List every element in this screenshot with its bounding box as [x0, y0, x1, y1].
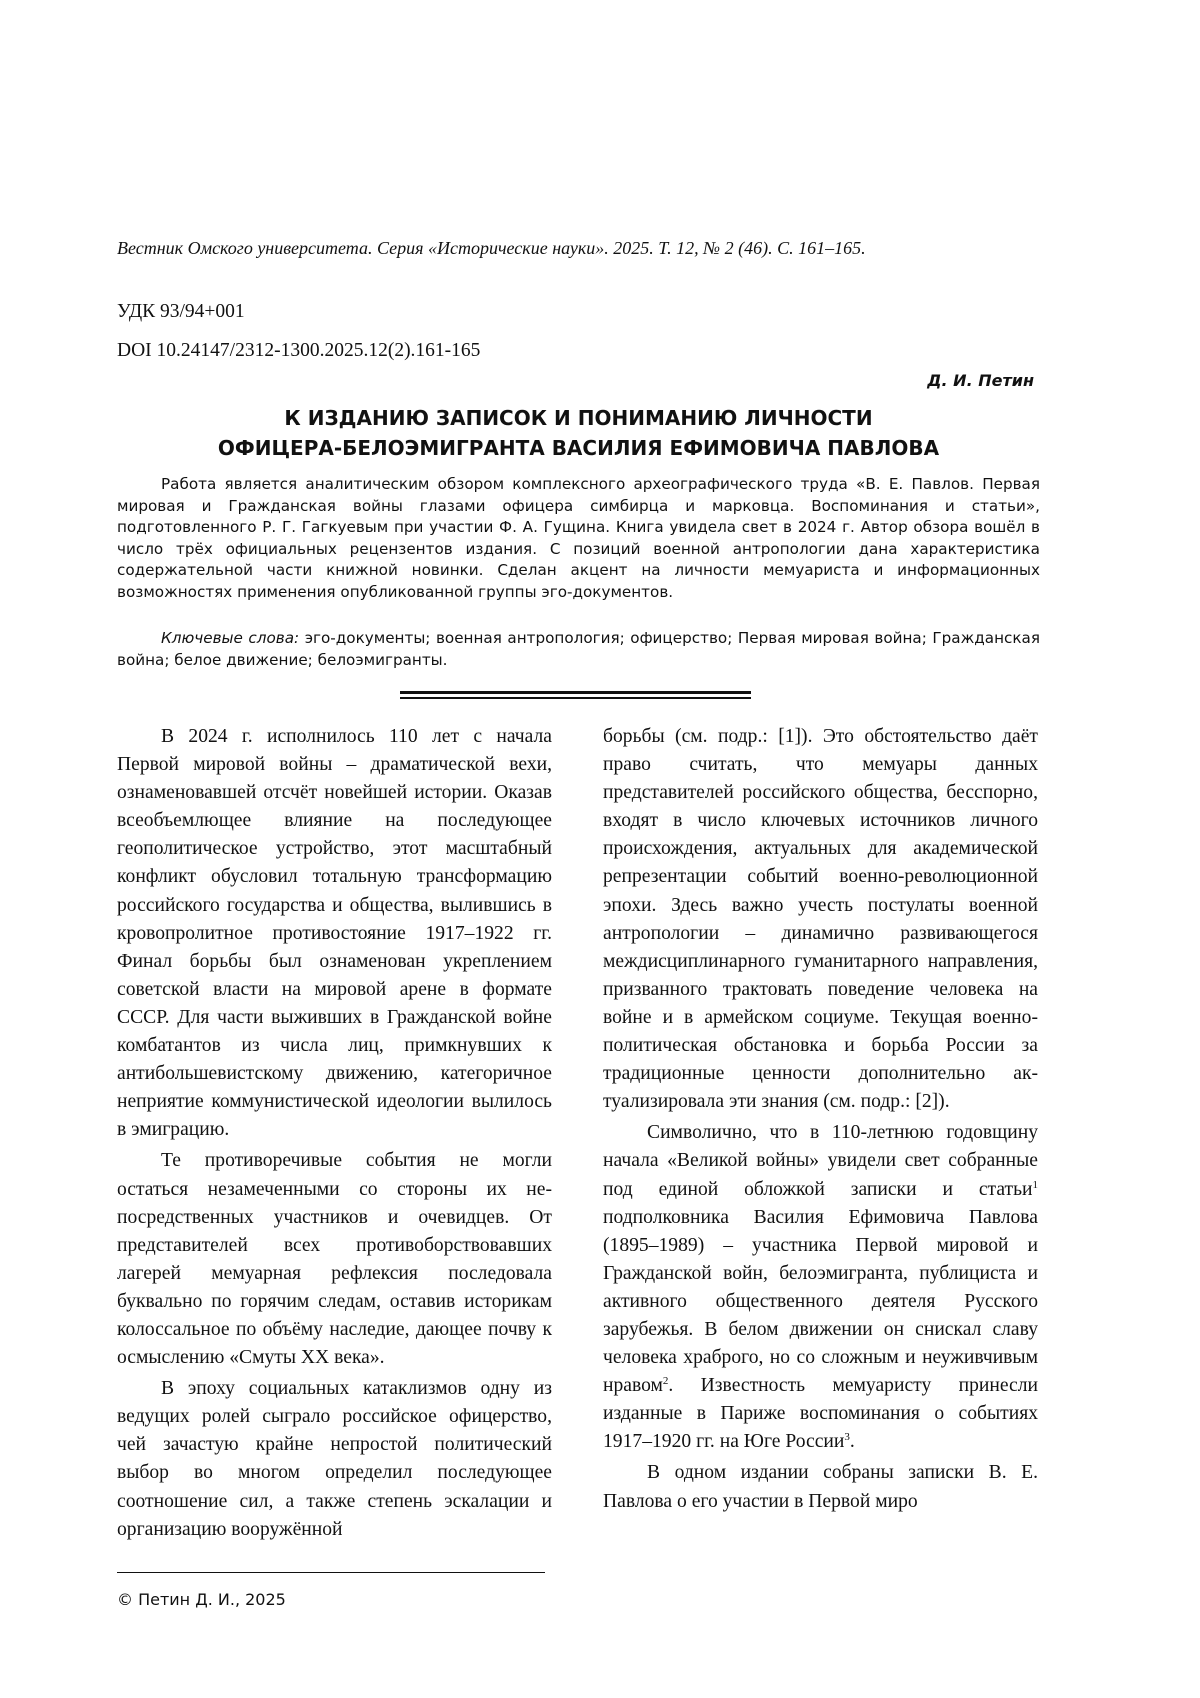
copyright-notice: © Петин Д. И., 2025	[117, 1590, 286, 1609]
udk-code: УДК 93/94+001	[117, 301, 245, 322]
footnote-ref-1[interactable]: 1	[1032, 1178, 1038, 1191]
footnote-ref-3[interactable]: 3	[844, 1431, 850, 1444]
body-paragraph: В одном издании собраны записки В. Е. Павлова о его участии в Первой миро	[603, 1462, 1038, 1512]
footnote-separator	[117, 1572, 545, 1573]
title-line-1: К ИЗДАНИЮ ЗАПИСОК И ПОНИМАНИЮ ЛИЧНОСТИ	[284, 406, 873, 430]
body-paragraph: В эпоху социальных катаклизмов одну из ведущих ролей сыграло российское офицерство, чей зачастую крайне непростой политический выбор во многом определил последующее соотношение сил, а также степень эскалации и организацию вооружённой	[117, 1378, 552, 1540]
text-run: . Известность мемуаристу принесли изданные в Париже воспоминания о событиях 1917–1920 гг. на Юге России	[603, 1375, 1038, 1453]
article-title	[117, 403, 1040, 463]
text-run: подполковника Василия Ефимовича Павлова (1895–1989) – участника Первой мировой и Гражданской войн, белоэмигранта, публициста и активного общественного деятеля Русского зарубежья. В белом движении он снискал славу человека храброго, но со сложным и неуживчивым нравом	[603, 1206, 1038, 1397]
body-paragraph	[603, 1119, 1038, 1456]
body-paragraph: Те противоречивые события не могли остаться незамеченными со стороны их непосредственных участников и очевидцев. От представителей всех противоборствовавших лагерей мемуарная рефлексия последовала буквально по горячим следам, оставив историкам колоссальное по объёму наследие, дающее почву к осмыслению «Смуты XX века».	[117, 1150, 552, 1369]
keywords-list: эго-документы; военная антропология; офицерство; Первая мировая война; Гражданская война; белое движение; белоэмигранты.	[117, 629, 1040, 669]
body-column-right	[603, 723, 1038, 1519]
author-name: Д. И. Петин	[927, 371, 1034, 390]
abstract: Работа является аналитическим обзором комплексного археографического труда «В. Е. Павлов. Первая мировая и Гражданская войны глазами офицера симбирца и марковца. Воспоминания и статьи», подготовленного Р. Г. Гагкуевым при участии Ф. А. Гущина. Книга увидела свет в 2024 г. Автор обзора вошёл в число трёх официальных рецензентов издания. С позиций военной антропологии дана характеристика содержательной части книжной новинки. Сделан акцент на личности мемуариста и информационных возможностях применения опубликованной группы эго-документов.	[117, 475, 1040, 601]
text-run: Символично, что в 110-летнюю годовщину начала «Великой войны» увидели свет собранные под единой обложкой записки и статьи	[603, 1122, 1038, 1200]
body-paragraph: В 2024 г. исполнилось 110 лет с начала Первой мировой войны – драматической вехи, ознаменовавшей отсчёт новейшей истории. Оказав всеобъемлющее влияние на последующее геополитическое устройство, этот масштабный конфликт обусловил тотальную трансформацию российского государства и общества, вылившись в кровопролитное противостояние 1917–1922 гг. Финал борьбы был ознаменован укреплением советской власти на мировой арене в формате СССР. Для части выживших в Гражданской войне комбатантов из числа лиц, примкнувших к антибольшевистскому движению, категоричное неприятие коммунистической идеологии вылилось в эмиграцию.	[117, 726, 552, 1141]
text-run: .	[849, 1431, 855, 1453]
body-column-left	[117, 723, 552, 1547]
keywords	[117, 628, 1040, 671]
section-divider	[400, 691, 751, 699]
journal-reference: Вестник Омского университета. Серия «Исторические науки». 2025. Т. 12, № 2 (46). С. 161–165.	[117, 238, 866, 258]
body-paragraph: борьбы (см. подр.: [1]). Это обстоятельство даёт право считать, что мемуары данных представителей российского общества, бесспорно, входят в число ключевых источников личного происхождения, актуальных для академической репрезентации событий военно-революционной эпохи. Здесь важно учесть постулаты военной антропологии – динамично развивающегося междисциплинарного гуманитарного направления, призванного трактовать поведение человека на войне и в армейском социуме. Текущая военно-политическая обстановка и борьба России за традиционные ценности дополнительно актуализировала эти знания (см. подр.: [2]).	[603, 726, 1038, 1113]
doi: DOI 10.24147/2312-1300.2025.12(2).161-165	[117, 340, 481, 361]
footnote-ref-2[interactable]: 2	[662, 1375, 669, 1388]
title-line-2: ОФИЦЕРА-БЕЛОЭМИГРАНТА ВАСИЛИЯ ЕФИМОВИЧА ПАВЛОВА	[217, 436, 940, 460]
keywords-label: Ключевые слова:	[161, 629, 300, 647]
